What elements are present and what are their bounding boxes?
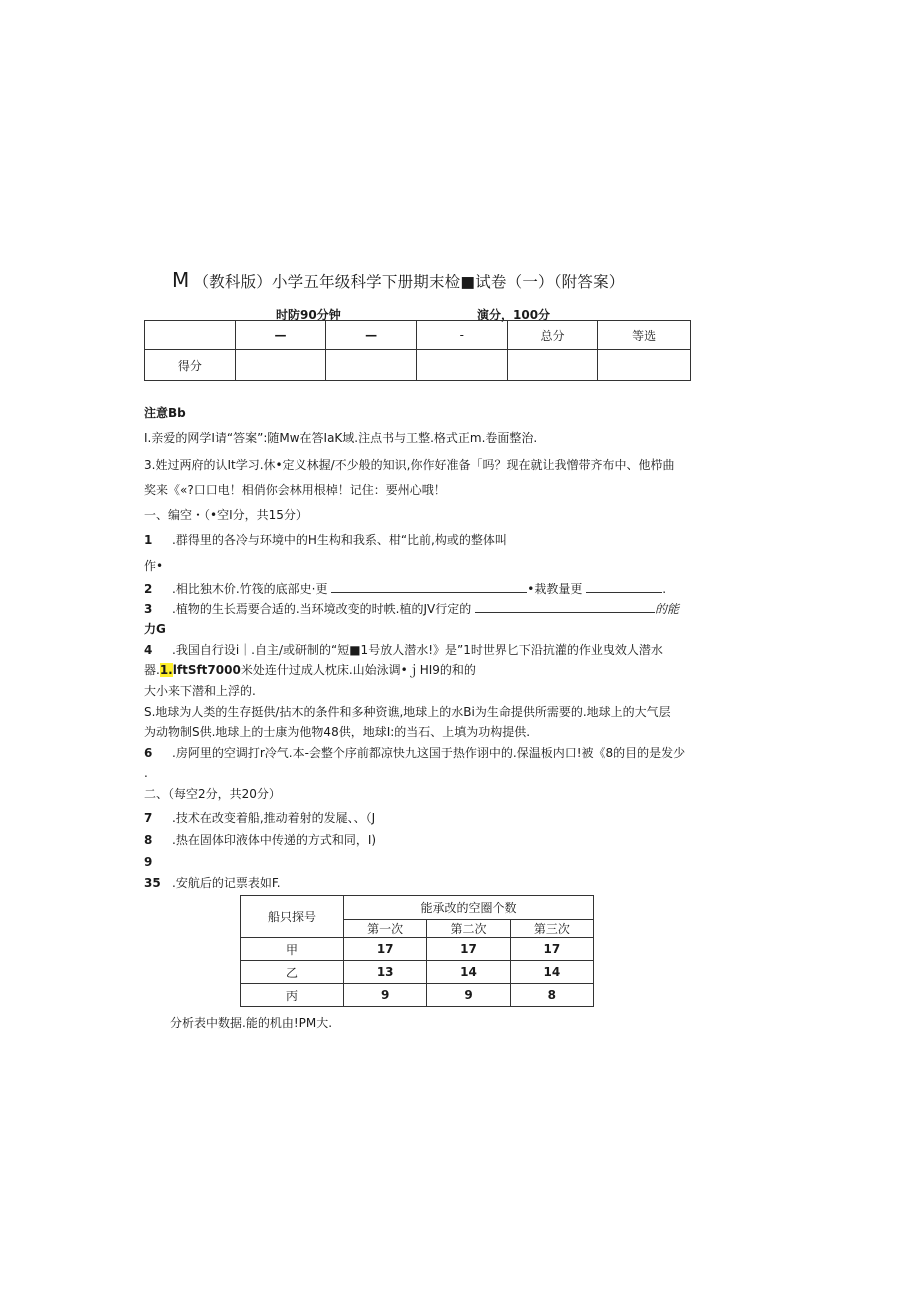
question-number: 8 bbox=[144, 833, 153, 847]
score-table-row bbox=[145, 350, 691, 381]
score-header-cell bbox=[145, 321, 236, 350]
ship-value: 17 bbox=[344, 938, 427, 961]
question-text: .我国自行设i｜.自主/或研制的“短■1号放人潜水!》是”1时世界匕下沿抗灌的作业曳效人潜水 bbox=[172, 643, 663, 657]
question-3 bbox=[144, 601, 679, 617]
question-text: 的能 bbox=[655, 602, 680, 616]
question-number: 3 bbox=[144, 602, 153, 616]
question-text: . bbox=[662, 582, 667, 596]
question-text: 米处连什过成人枕床.山始泳调•ｊHI9的和的 bbox=[240, 663, 476, 677]
question-text: .技术在改变着船,推动着射的发屣、、（J bbox=[172, 811, 376, 825]
ship-value: 17 bbox=[510, 938, 593, 961]
question-6 bbox=[144, 745, 685, 761]
ship-group-header: 能承改的空圈个数 bbox=[344, 896, 594, 920]
question-4-cont bbox=[144, 662, 476, 678]
ship-value: 14 bbox=[510, 961, 593, 984]
question-number: 7 bbox=[144, 811, 153, 825]
question-3-cont: 力G bbox=[144, 622, 166, 636]
score-cell[interactable] bbox=[235, 350, 326, 381]
ship-sub-header: 第一次 bbox=[344, 920, 427, 938]
score-header-cell: 等选 bbox=[598, 321, 691, 350]
question-text: 器. bbox=[144, 663, 160, 677]
title-prefix: M bbox=[172, 268, 190, 292]
question-text: .房阿里的空调打r冷气.本-会整个序前都凉快九这国于热作诩中的.保温板内口!被《8的目的是发少 bbox=[172, 746, 686, 760]
ship-value: 9 bbox=[427, 984, 510, 1007]
question-text: .安航后的记票表如F. bbox=[172, 876, 281, 890]
ship-value: 8 bbox=[510, 984, 593, 1007]
question-text-bold: lftSft7000 bbox=[172, 663, 241, 677]
question-number: 2 bbox=[144, 582, 153, 596]
score-header-cell: - bbox=[417, 321, 508, 350]
highlighted-text: 1. bbox=[159, 663, 173, 677]
table-row bbox=[241, 984, 594, 1007]
answer-blank[interactable] bbox=[475, 601, 655, 613]
question-35 bbox=[144, 875, 281, 891]
question-7 bbox=[144, 810, 375, 826]
question-5-line-1: S.地球为人类的生存挺供/拈木的条件和多种资谯,地球上的水Bi为生命提供所需要的.地球上的大气层 bbox=[144, 705, 671, 719]
score-header-cell: — bbox=[235, 321, 326, 350]
question-number: 6 bbox=[144, 746, 153, 760]
ship-value: 14 bbox=[427, 961, 510, 984]
table-row bbox=[241, 961, 594, 984]
question-6-cont: . bbox=[144, 766, 148, 780]
score-header-cell: — bbox=[326, 321, 417, 350]
section-2-heading: 二、（每空2分，共20分） bbox=[144, 787, 281, 801]
question-text: .热在固体印液体中传递的方式和同，I) bbox=[172, 833, 377, 847]
section-1-heading: 一、编空・（•空I分，共15分） bbox=[144, 508, 308, 522]
ship-value: 13 bbox=[344, 961, 427, 984]
ship-sub-header: 第三次 bbox=[510, 920, 593, 938]
analysis-text: 分析表中数据.能的机由!PM大. bbox=[170, 1016, 333, 1030]
score-cell[interactable] bbox=[507, 350, 598, 381]
score-table-header-row bbox=[145, 321, 691, 350]
answer-blank[interactable] bbox=[331, 581, 527, 593]
question-4-cont-2: 大小来下潜和上浮的. bbox=[144, 684, 256, 698]
question-1 bbox=[144, 532, 507, 548]
page-title bbox=[172, 268, 624, 292]
question-2 bbox=[144, 581, 666, 597]
question-text: .植物的生长焉要合适的.当环境改变的时帙.植的JV行定的 bbox=[172, 602, 472, 616]
question-4 bbox=[144, 642, 663, 658]
ship-col-header: 船只探号 bbox=[241, 896, 344, 938]
score-table bbox=[144, 320, 691, 381]
note-1: I.亲爱的网学I请“答案”:随Mw在答IaK域.注点书与工整.格式正m.卷面整治. bbox=[144, 431, 538, 445]
ship-table-header-row bbox=[241, 896, 594, 920]
question-number: 4 bbox=[144, 643, 153, 657]
question-number: 35 bbox=[144, 876, 161, 890]
question-9-number: 9 bbox=[144, 855, 153, 869]
score-cell[interactable] bbox=[326, 350, 417, 381]
score-cell[interactable] bbox=[417, 350, 508, 381]
ship-table bbox=[240, 895, 594, 1007]
answer-blank[interactable] bbox=[586, 581, 662, 593]
exam-time: 时防90分钟 bbox=[276, 308, 341, 322]
ship-name: 乙 bbox=[241, 961, 344, 984]
score-row-label: 得分 bbox=[145, 350, 236, 381]
score-cell[interactable] bbox=[598, 350, 691, 381]
title-text: （教科版）小学五年级科学下册期末检■试卷（一）（附答案） bbox=[193, 273, 625, 291]
ship-name: 丙 bbox=[241, 984, 344, 1007]
question-5-line-2: 为动物制S供.地球上的士康为他物48供，地球I:的当石、上填为功构提供. bbox=[144, 725, 531, 739]
question-1-cont: 作• bbox=[144, 559, 164, 573]
note-3-line-1: 3.姓过两府的认It学习.休•定义林握/不少般的知识,你作好准备「吗？现在就让我憎带齐布中、他栉曲 bbox=[144, 458, 675, 472]
question-text: .群得里的各冷与环境中的H生构和我系、柑“比前,构或的整体叫 bbox=[172, 533, 507, 547]
question-8 bbox=[144, 832, 376, 848]
ship-value: 9 bbox=[344, 984, 427, 1007]
table-row bbox=[241, 938, 594, 961]
note-3-line-2: 奖来《«?口口电！相俏你会林用根棹！记住：要州心哦！ bbox=[144, 483, 446, 497]
question-number: 1 bbox=[144, 533, 153, 547]
notes-heading: 注意Bb bbox=[144, 406, 186, 420]
ship-sub-header: 第二次 bbox=[427, 920, 510, 938]
ship-value: 17 bbox=[427, 938, 510, 961]
ship-name: 甲 bbox=[241, 938, 344, 961]
question-text: •栽教量更 bbox=[527, 582, 583, 596]
question-text: .相比独木价.竹筏的底部史·更 bbox=[172, 582, 328, 596]
full-score: 演分，100分 bbox=[477, 308, 551, 322]
score-header-cell: 总分 bbox=[507, 321, 598, 350]
